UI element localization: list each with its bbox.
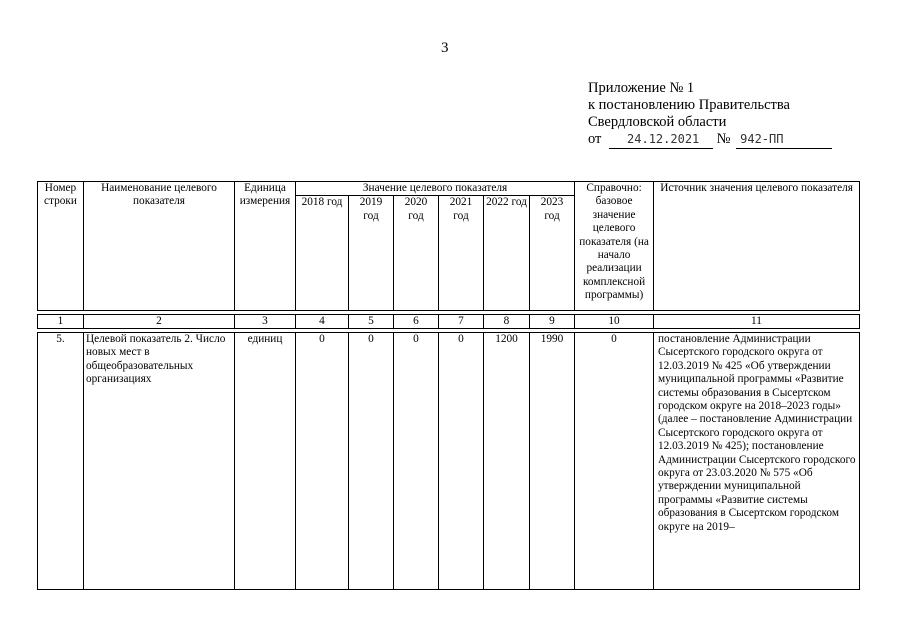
number-label: № [716, 131, 731, 147]
column-number: 2 [84, 315, 235, 329]
resolution-date: 24.12.2021 [609, 131, 713, 149]
source-text: постановление Администрации Сысертского городского округа от 12.03.2019 № 425 «Об утверждении муниципальной программы «Развитие системы образования в Сысертском городском округе на 2018–2023 годы» (далее – постановление Администрации Сысертского городского округа от 12.03.2019 № 425); постановление Администрации Сысертского городского округа от 23.03.2020 № 575 «Об утверждении муниципальной программы «Развитие системы образования в Сысертском городском округе на 2019– [654, 333, 860, 590]
column-number: 7 [439, 315, 484, 329]
page-number: 3 [441, 40, 449, 56]
value-2023: 1990 [530, 333, 575, 590]
header-year: 2022 год [484, 196, 530, 311]
baseline-value: 0 [575, 333, 654, 590]
appendix-region: Свердловской области [588, 114, 727, 130]
column-number: 9 [530, 315, 575, 329]
column-number: 10 [575, 315, 654, 329]
unit: единиц [235, 333, 296, 590]
header-year: 2018 год [296, 196, 349, 311]
column-numbers-row [37, 314, 860, 329]
value-2022: 1200 [484, 333, 530, 590]
header-unit: Единица измерения [235, 182, 296, 311]
header-year: 2019 год [349, 196, 394, 311]
column-number: 11 [654, 315, 860, 329]
header-year: 2023 год [530, 196, 575, 311]
row-number: 5. [38, 333, 84, 590]
column-number: 8 [484, 315, 530, 329]
table-body [37, 332, 860, 590]
column-number: 3 [235, 315, 296, 329]
appendix-title: Приложение № 1 [588, 80, 695, 96]
header-year: 2020 год [394, 196, 439, 311]
header-baseline: Справочно: базовое значение целевого показателя (на начало реализации комплексной программы) [575, 182, 654, 311]
value-2019: 0 [349, 333, 394, 590]
value-2021: 0 [439, 333, 484, 590]
header-row-number: Номер строки [38, 182, 84, 311]
appendix-resolution-ref: к постановлению Правительства [588, 97, 790, 113]
table-row [38, 333, 860, 590]
appendix-date-number-line [588, 131, 832, 149]
resolution-number: 942-ПП [736, 131, 832, 149]
header-year: 2021 год [439, 196, 484, 311]
header-source: Источник значения целевого показателя [654, 182, 860, 311]
table-header [37, 181, 860, 311]
column-number: 5 [349, 315, 394, 329]
appendix-header [588, 80, 832, 149]
column-number: 1 [38, 315, 84, 329]
column-number: 4 [296, 315, 349, 329]
column-number: 6 [394, 315, 439, 329]
value-2020: 0 [394, 333, 439, 590]
from-label: от [588, 131, 602, 147]
header-indicator-name: Наименование целевого показателя [84, 182, 235, 311]
indicator-name: Целевой показатель 2. Число новых мест в общеобразовательных организациях [84, 333, 235, 590]
value-2018: 0 [296, 333, 349, 590]
header-target-value: Значение целевого показателя [296, 182, 575, 196]
